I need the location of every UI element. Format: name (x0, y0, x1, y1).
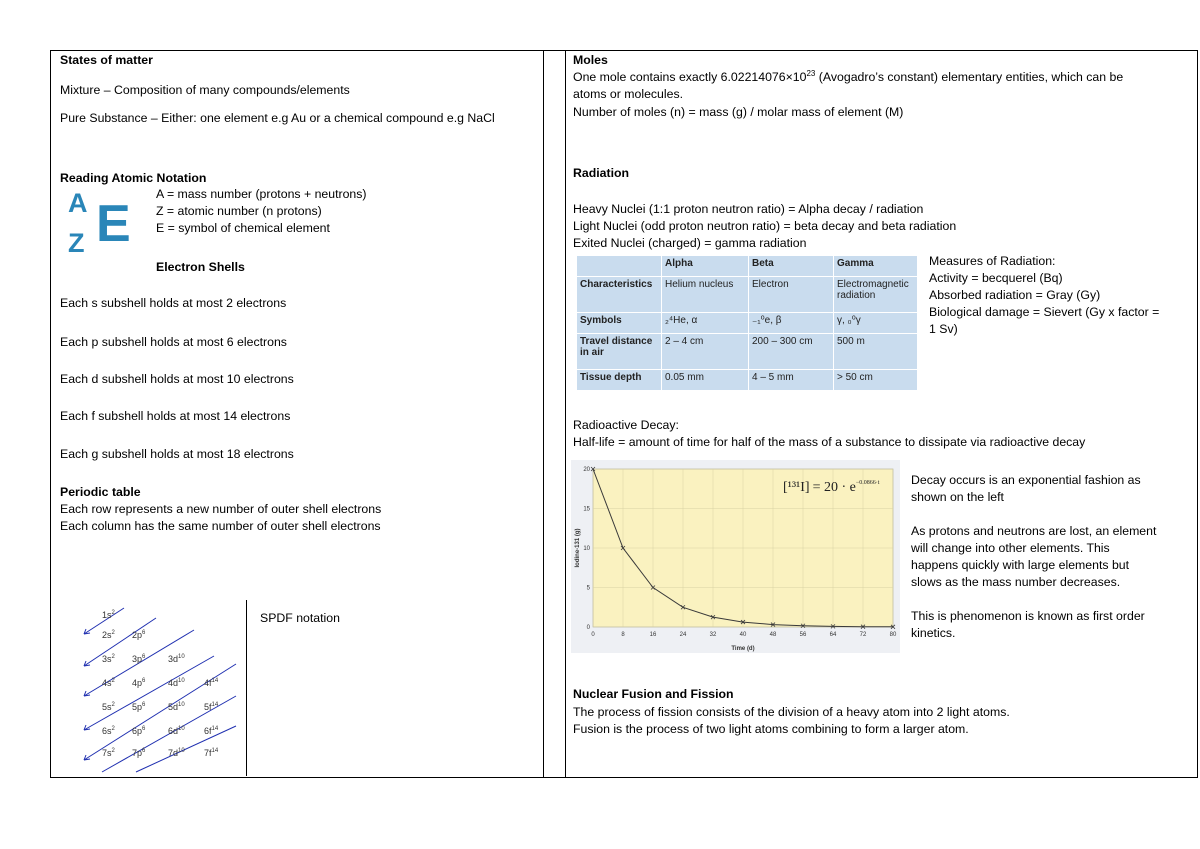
table-row (577, 312, 917, 333)
notation-e: E (96, 195, 131, 253)
orbital-label: $6s^2$ (102, 726, 115, 736)
fusion-heading: Nuclear Fusion and Fission (573, 687, 734, 701)
x-tick-label: 24 (679, 632, 687, 638)
orbital-label: $6f^{14}$ (204, 726, 219, 736)
table-row (577, 334, 917, 370)
pure-text: Pure Substance – Either: one element e.g Au or a chemical compound e.g NaCl (60, 111, 495, 125)
atomic-notation-symbol (60, 186, 150, 266)
states-heading: States of matter (60, 53, 153, 67)
table-cell: 500 m (834, 334, 918, 370)
moles-line-1b: (Avogadro’s constant) elementary entities, which can be (815, 70, 1124, 84)
y-tick-label: 15 (583, 506, 590, 513)
orbital-label: $6p^6$ (132, 726, 146, 736)
table-cell: 4 – 5 mm (749, 369, 834, 390)
periodic-line-2: Each column has the same number of outer shell electrons (60, 519, 381, 533)
radiation-heading: Radiation (573, 166, 630, 180)
table-header: Beta (749, 256, 834, 277)
subshell-d: Each d subshell holds at most 10 electrons (60, 372, 294, 386)
table-header: Gamma (834, 256, 918, 277)
orbital-label: $2p^6$ (132, 630, 146, 640)
subshell-g: Each g subshell holds at most 18 electrons (60, 447, 294, 461)
decay-text-line: slows as the mass number decreases. (911, 575, 1121, 589)
halflife-text: Half-life = amount of time for half of the mass of a substance to dissipate via radioactive decay (573, 435, 1086, 449)
decay-text-line (911, 506, 1191, 523)
table-row-header: Characteristics (577, 277, 662, 313)
x-tick-label: 56 (799, 632, 807, 638)
orbital-label: $4s^2$ (102, 678, 115, 688)
y-tick-label: 5 (586, 585, 590, 592)
decay-text-line: As protons and neutrons are lost, an element (911, 524, 1157, 538)
x-tick-label: 0 (591, 632, 595, 638)
moles-line-1a: One mole contains exactly 6.02214076×10 (573, 70, 807, 84)
table-cell: Helium nucleus (662, 277, 749, 313)
x-tick-label: 48 (769, 632, 777, 638)
notation-line: A = mass number (protons + neutrons) (156, 187, 367, 201)
subshell-p: Each p subshell holds at most 6 electrons (60, 335, 287, 349)
table-cell: γ, ₀⁰γ (834, 312, 918, 333)
orbital-label: $3s^2$ (102, 654, 115, 664)
orbital-label: $3d^{10}$ (168, 654, 185, 664)
moles-exponent: 23 (806, 68, 816, 78)
moles-line-2: atoms or molecules. (573, 87, 684, 101)
orbital-label: $5f^{14}$ (204, 702, 219, 712)
moles-line-1 (573, 69, 1123, 86)
table-row-header: Tissue depth (577, 369, 662, 390)
notation-z: Z (68, 228, 85, 258)
equation-lhs: [¹³¹I] (783, 480, 810, 495)
table-row-header: Symbols (577, 312, 662, 333)
decay-text-line: Decay occurs is an exponential fashion as (911, 473, 1141, 487)
col-border-right (1197, 50, 1198, 777)
x-tick-label: 8 (621, 632, 625, 638)
periodic-line-1: Each row represents a new number of outer shell electrons (60, 502, 382, 516)
measures-line: Absorbed radiation = Gray (Gy) (929, 288, 1101, 302)
table-cell: 200 – 300 cm (749, 334, 834, 370)
radiation-lines (573, 201, 956, 252)
radiation-line: Heavy Nuclei (1:1 proton neutron ratio) = Alpha decay / radiation (573, 202, 924, 216)
table-cell (577, 256, 662, 277)
orbital-label: $5p^6$ (132, 702, 146, 712)
moles-heading: Moles (573, 53, 608, 67)
notation-a: A (68, 188, 88, 218)
table-cell: Electron (749, 277, 834, 313)
orbital-label: $7d^{10}$ (168, 748, 185, 758)
table-header-row (577, 256, 917, 277)
x-tick-label: 64 (829, 632, 837, 638)
orbital-label: $7p^6$ (132, 748, 146, 758)
x-tick-label: 40 (739, 632, 747, 638)
notation-line: E = symbol of chemical element (156, 221, 330, 235)
y-tick-label: 0 (586, 625, 590, 631)
orbital-label: $4d^{10}$ (168, 678, 185, 688)
measures-line: Biological damage = Sievert (Gy x factor = (929, 305, 1160, 319)
table-cell: Electromagnetic radiation (834, 277, 918, 313)
orbital-label: $7f^{14}$ (204, 748, 219, 758)
orbital-label: $5s^2$ (102, 702, 115, 712)
x-tick-label: 32 (709, 632, 717, 638)
table-cell: > 50 cm (834, 369, 918, 390)
x-tick-label: 72 (859, 632, 867, 638)
orbital-label: $7s^2$ (102, 748, 115, 758)
decay-chart (571, 460, 900, 653)
subshell-s: Each s subshell holds at most 2 electrons (60, 296, 287, 310)
table-row (577, 369, 917, 390)
decay-text-line: will change into other elements. This (911, 541, 1110, 555)
notation-line: Z = atomic number (n protons) (156, 204, 322, 218)
y-tick-label: 20 (583, 467, 590, 473)
subshell-f: Each f subshell holds at most 14 electrons (60, 409, 291, 423)
orbital-label: $6d^{10}$ (168, 726, 185, 736)
decay-text-line: shown on the left (911, 490, 1004, 504)
measures-of-radiation (929, 253, 1184, 338)
periodic-heading: Periodic table (60, 485, 141, 499)
col-border-mid-a (543, 50, 544, 777)
table-cell: 0.05 mm (662, 369, 749, 390)
notation-lines (156, 186, 367, 237)
table-row (577, 277, 917, 313)
decay-description (911, 472, 1191, 642)
equation-exponent: −0.0866·t (855, 480, 880, 486)
y-tick-label: 10 (583, 546, 590, 552)
col-border-mid-b (565, 50, 566, 777)
table-cell: 2 – 4 cm (662, 334, 749, 370)
decay-text-line: This is phenomenon is known as first order (911, 609, 1145, 623)
col-border-left (50, 50, 51, 777)
fusion-line-1: The process of fission consists of the division of a heavy atom into 2 light atoms. (573, 705, 1010, 719)
spdf-label: SPDF notation (260, 611, 340, 625)
decay-text-line (911, 591, 1191, 608)
shells-heading: Electron Shells (156, 260, 245, 274)
radiation-table (577, 256, 917, 390)
radiation-line: Exited Nuclei (charged) = gamma radiation (573, 236, 807, 250)
spdf-diagram (76, 596, 244, 774)
table-row-header: Travel distance in air (577, 334, 662, 370)
orbital-label: $4p^6$ (132, 678, 146, 688)
moles-line-3: Number of moles (n) = mass (g) / molar mass of element (M) (573, 105, 904, 119)
orbital-label: $4f^{14}$ (204, 678, 219, 688)
orbital-label: $1s^2$ (102, 610, 115, 620)
mixture-text: Mixture – Composition of many compounds/elements (60, 83, 350, 97)
notation-heading: Reading Atomic Notation (60, 171, 207, 185)
table-cell: ₋₁⁰e, β (749, 312, 834, 333)
equation-rhs: = 20 · e (812, 480, 856, 495)
decay-text-line: happens quickly with large elements but (911, 558, 1130, 572)
orbital-label: $3p^6$ (132, 654, 146, 664)
orbital-label: $5d^{10}$ (168, 702, 185, 712)
decay-heading: Radioactive Decay: (573, 418, 679, 432)
table-cell: ₂⁴He, α (662, 312, 749, 333)
decay-text-line: kinetics. (911, 626, 956, 640)
measures-line: 1 Sv) (929, 322, 958, 336)
fusion-line-2: Fusion is the process of two light atoms combining to form a larger atom. (573, 722, 969, 736)
table-header: Alpha (662, 256, 749, 277)
radiation-line: Light Nuclei (odd proton neutron ratio) = beta decay and beta radiation (573, 219, 957, 233)
spdf-divider (246, 600, 247, 776)
x-axis-label: Time (d) (731, 646, 755, 652)
x-tick-label: 16 (649, 632, 657, 638)
measures-line: Activity = becquerel (Bq) (929, 271, 1063, 285)
y-axis-label: Iodine-131 (g) (575, 528, 581, 568)
measures-line: Measures of Radiation: (929, 254, 1056, 268)
orbital-label: $2s^2$ (102, 630, 115, 640)
x-tick-label: 80 (889, 632, 897, 638)
